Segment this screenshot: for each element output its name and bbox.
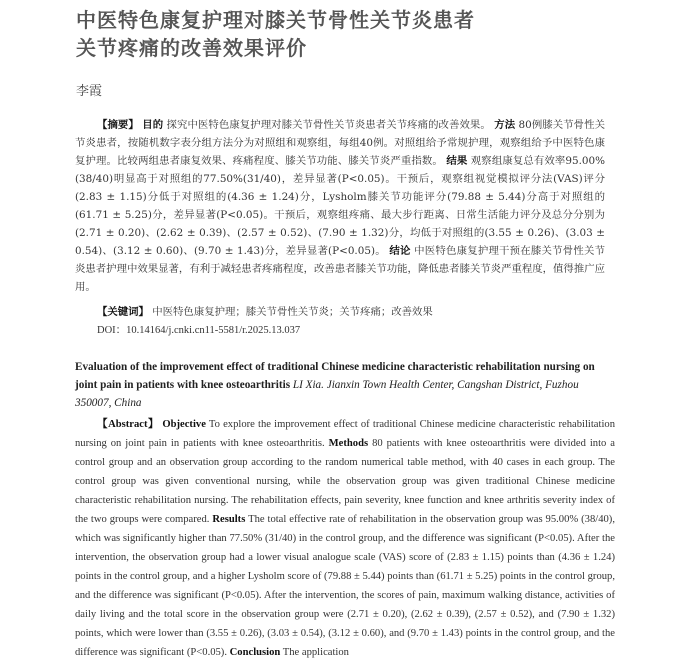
en-abstract-body: [75, 415, 615, 662]
en-methods-text: 80 patients with knee osteoarthritis were divided into a control group and an observation group according to the random numerical table method, with 40 cases in each group. The control group was given conventional nursing, while the observation group was given traditional Chinese medicine characteristic rehabilitation nursing. The rehabilitation effects, pain severity, knee function and knee arthritis severity index of the two groups were compared.: [75, 438, 615, 525]
english-heading: [75, 358, 615, 412]
cn-conclusion-label: 结论: [389, 245, 411, 257]
keywords-label: 【关键词】: [97, 306, 149, 318]
title-line-2: 关节疼痛的改善效果评价: [76, 36, 307, 60]
author-name: 李霞: [76, 84, 103, 99]
english-affiliation: LI Xia. Jianxin Town Health Center, Cangshan District, Fuzhou 350007, China: [75, 379, 579, 409]
chinese-abstract: [75, 116, 605, 296]
en-results-label: Results: [212, 514, 246, 525]
cn-results-text: 观察组康复总有效率95.00%(38/40)明显高于对照组的77.50%(31/40)，差异显著(P<0.05)。干预后，观察组视觉模拟评分法(VAS)评分(2.83 ± 1.15)分低于对照组的(4.36 ± 1.24)分，Lysholm膝关节功能评分(79.88 ± 5.44)分高于对照组的(61.71 ± 5.25)分，差异显著(P<0.05)。干预后，观察组疼痛、最大步行距离、日常生活能力评分及总分分别为(2.71 ± 0.20)、(2.62 ± 0.39)、(2.57 ± 0.52)、(7.90 ± 1.32)分，均低于对照组的(3.55 ± 0.26)、(3.03 ± 0.54)、(3.12 ± 0.60)、(9.70 ± 1.43)分，差异显著(P<0.05)。: [75, 155, 606, 257]
keywords-line: [97, 303, 433, 318]
cn-conclusion-text: 中医特色康复护理干预在膝关节骨性关节炎患者护理中效果显著，有利于减轻患者疼痛程度，改善患者膝关节功能，降低患者膝关节炎严重程度，值得推广应用。: [75, 245, 605, 293]
cn-methods-label: 方法: [494, 119, 516, 131]
en-conclusion-label: Conclusion: [229, 647, 281, 658]
cn-methods-text: 80例膝关节骨性关节炎患者，按随机数字表分组方法分为对照组和观察组，每组40例。对照组给予常规护理，观察组给予中医特色康复护理。比较两组患者康复效果、疼痛程度、膝关节功能、膝关节炎严重指数。: [75, 119, 605, 167]
en-abstract-label: 【Abstract】: [97, 419, 160, 430]
cn-abstract-label: 【摘要】: [97, 119, 139, 131]
en-conclusion-text: The application: [282, 647, 349, 658]
keywords-text: 中医特色康复护理；膝关节骨性关节炎；关节疼痛；改善效果: [152, 306, 433, 318]
english-title: Evaluation of the improvement effect of traditional Chinese medicine characteristic rehabilitation nursing on joint pain in patients with knee osteoarthritis: [75, 361, 595, 391]
english-abstract: [75, 415, 615, 662]
title-line-1: 中医特色康复护理对膝关节骨性关节炎患者: [76, 8, 475, 32]
en-methods-label: Methods: [328, 438, 369, 449]
en-results-text: The total effective rate of rehabilitation in the observation group was 95.00% (38/40), which was significantly higher than 77.50% (31/40) in the control group, and the difference was significant (P<0.05). After the intervention, the observation group had a lower visual analogue scale (VAS) score of (2.83 ± 1.15) points than (4.36 ± 1.24) points in the control group, and a higher Lysholm score of (79.88 ± 5.44) points than (61.71 ± 5.25) points in the control group, and the difference was significant (P<0.05). After the intervention, the scores of pain, maximum walking distance, activities of daily living and the total score in the observation group were (2.71 ± 0.20), (2.62 ± 0.39), (2.57 ± 0.52), and (7.90 ± 1.32) points, which were lower than (3.55 ± 0.26), (3.03 ± 0.54), (3.12 ± 0.60), and (9.70 ± 1.43) points in the control group, and the difference was significant (P<0.05).: [75, 514, 615, 658]
en-objective-text: To explore the improvement effect of traditional Chinese medicine characteristic rehabilitation nursing on joint pain in patients with knee osteoarthritis.: [75, 419, 615, 449]
article-title: [76, 6, 636, 62]
doi-line: DOI：10.14164/j.cnki.cn11-5581/r.2025.13.037: [97, 325, 301, 336]
cn-objective-text: 探究中医特色康复护理对膝关节骨性关节炎患者关节疼痛的改善效果。: [166, 119, 491, 131]
en-objective-label: Objective: [162, 419, 206, 430]
cn-objective-label: 目的: [142, 119, 164, 131]
cn-abstract-body: [75, 116, 605, 296]
cn-results-label: 结果: [446, 155, 468, 167]
